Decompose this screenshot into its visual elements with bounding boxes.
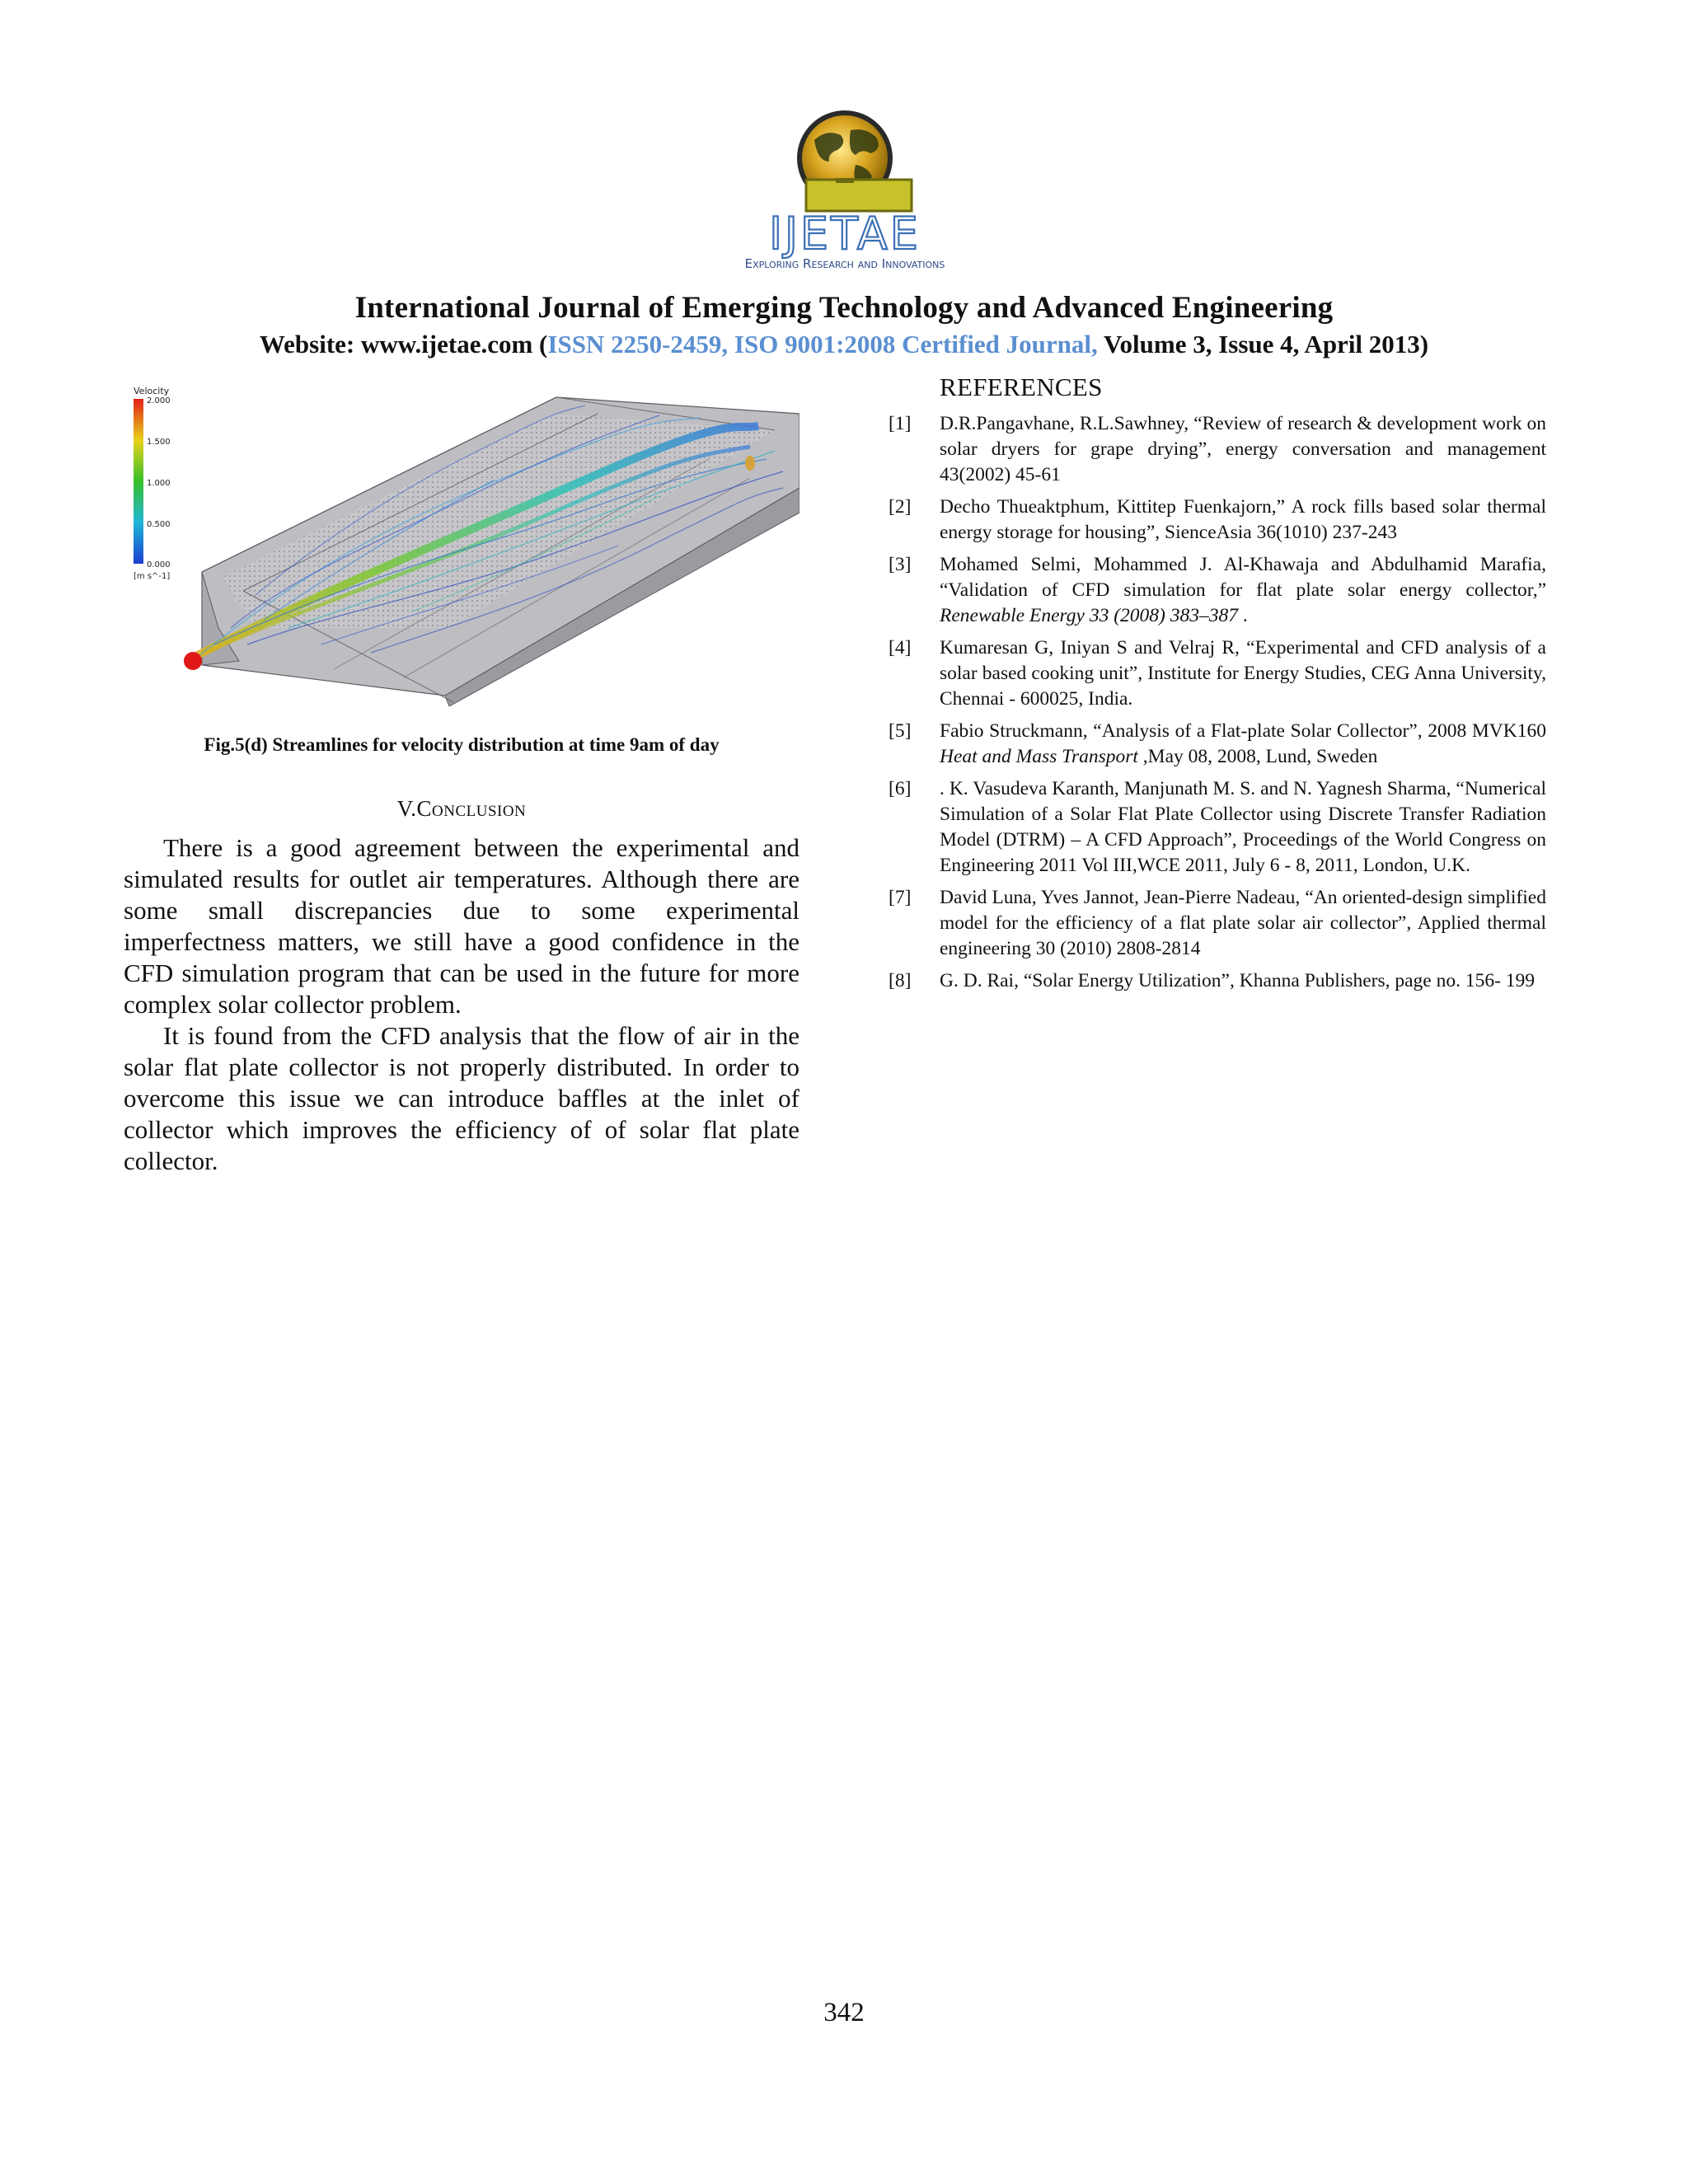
legend-title: Velocity — [134, 386, 170, 396]
legend-tick: 0.500 — [147, 520, 171, 529]
issn-certification: ISSN 2250-2459, ISO 9001:2008 Certified Journal, — [547, 330, 1098, 359]
reference-text-wrap — [940, 719, 1546, 770]
reference-number: [2] — [889, 496, 912, 518]
reference-item — [889, 411, 1546, 488]
reference-text-tail: ,May 08, 2008, Lund, Sweden — [1137, 746, 1378, 767]
reference-text-tail: . — [1238, 605, 1248, 626]
reference-number: [8] — [889, 970, 912, 991]
references-heading: REFERENCES — [940, 373, 1103, 401]
reference-number: [5] — [889, 720, 912, 742]
section-heading-conclusion — [124, 796, 799, 822]
reference-number: [6] — [889, 778, 912, 799]
reference-item — [889, 635, 1546, 712]
conclusion-paragraph: It is found from the CFD analysis that the flow of air in the solar flat plate collector is not properly distributed. In order to overcome this issue we can introduce baffles at the inlet of collector which improves the efficiency of of solar flat plate collector. — [124, 1021, 799, 1175]
reference-item — [889, 776, 1546, 879]
legend-unit: [m s^-1] — [134, 572, 171, 581]
reference-number: [4] — [889, 637, 912, 658]
journal-title: International Journal of Emerging Technology and Advanced Engineering — [354, 291, 1334, 325]
reference-text: Mohamed Selmi, Mohammed J. Al-Khawaja and Abdulhamid Marafia, “Validation of CFD simulation for flat plate solar energy collector,” — [940, 554, 1546, 601]
collector-geometry — [202, 397, 799, 706]
section-title-rest: onclusion — [432, 796, 527, 821]
section-first-letter: C — [416, 796, 432, 821]
reference-text: Decho Thueaktphum, Kittitep Fuenkajorn,” A rock fills based solar thermal energy storage for housing”, SienceAsia 36(1010) 237-243 — [940, 496, 1546, 543]
legend-colorbar — [134, 399, 143, 564]
reference-source-italic: Renewable Energy 33 (2008) 383–387 — [940, 605, 1238, 626]
reference-text: G. D. Rai, “Solar Energy Utilization”, Khanna Publishers, page no. 156- 199 — [940, 970, 1536, 991]
conclusion-body — [124, 832, 799, 1177]
legend-tick: 1.500 — [147, 438, 171, 447]
journal-info-line — [0, 330, 1688, 359]
reference-item — [889, 552, 1546, 629]
volume-issue: Volume 3, Issue 4, April 2013) — [1097, 330, 1429, 359]
reference-text: David Luna, Yves Jannot, Jean-Pierre Nadeau, “An oriented-design simplified model for the efficiency of a flat plate solar air collector”, Applied thermal engineering 30 (2010) 2808-2814 — [940, 887, 1546, 959]
velocity-legend — [134, 386, 171, 581]
outlet-marker — [745, 456, 755, 471]
reference-item — [889, 968, 1546, 994]
reference-number: [3] — [889, 554, 912, 575]
references-list — [889, 411, 1546, 1001]
legend-tick: 1.000 — [147, 479, 171, 488]
website-prefix: Website: www.ijetae.com ( — [259, 330, 548, 359]
legend-tick: 0.000 — [147, 560, 171, 569]
reference-text: . K. Vasudeva Karanth, Manjunath M. S. and N. Yagnesh Sharma, “Numerical Simulation of a Solar Flat Plate Collector using Discrete Transfer Radiation Model (DTRM) – A CFD Approach”, Proceedings of the World Congress on Engineering 2011 Vol III,WCE 2011, July 6 - 8, 2011, London, U.K. — [940, 778, 1546, 876]
ijetae-logo — [668, 107, 1022, 272]
conclusion-paragraph: There is a good agreement between the experimental and simulated results for outlet air temperatures. Although there are some small discrepancies due to some experimental imperfectness matters, we still have a good confidence in the CFD simulation program that can be used in the future for more complex solar collector problem. — [124, 833, 799, 1019]
reference-item — [889, 885, 1546, 962]
section-number: V. — [396, 796, 417, 821]
reference-item — [889, 719, 1546, 770]
figure-caption: Fig.5(d) Streamlines for velocity distribution at time 9am of day — [204, 734, 720, 755]
reference-text-wrap — [940, 552, 1546, 629]
legend-tick: 2.000 — [147, 396, 171, 405]
reference-source-italic: Heat and Mass Transport — [940, 746, 1138, 767]
reference-text: Fabio Struckmann, “Analysis of a Flat-plate Solar Collector”, 2008 MVK160 — [940, 720, 1546, 742]
logo-wordmark: IJETAE — [769, 208, 921, 260]
reference-number: [1] — [889, 413, 912, 434]
cfd-streamline-figure — [124, 381, 799, 706]
reference-number: [7] — [889, 887, 912, 908]
reference-text: Kumaresan G, Iniyan S and Velraj R, “Experimental and CFD analysis of a solar based cooking unit”, Institute for Energy Studies, CEG Anna University, Chennai - 600025, India. — [940, 637, 1546, 710]
inlet-marker — [184, 652, 202, 670]
reference-item — [889, 494, 1546, 546]
page-number: 342 — [823, 1998, 865, 2027]
reference-text: D.R.Pangavhane, R.L.Sawhney, “Review of research & development work on solar dryers for grape drying”, energy conversation and management 43(2002) 45-61 — [940, 413, 1546, 485]
logo-tagline: Exploring Research and Innovations — [744, 256, 945, 271]
